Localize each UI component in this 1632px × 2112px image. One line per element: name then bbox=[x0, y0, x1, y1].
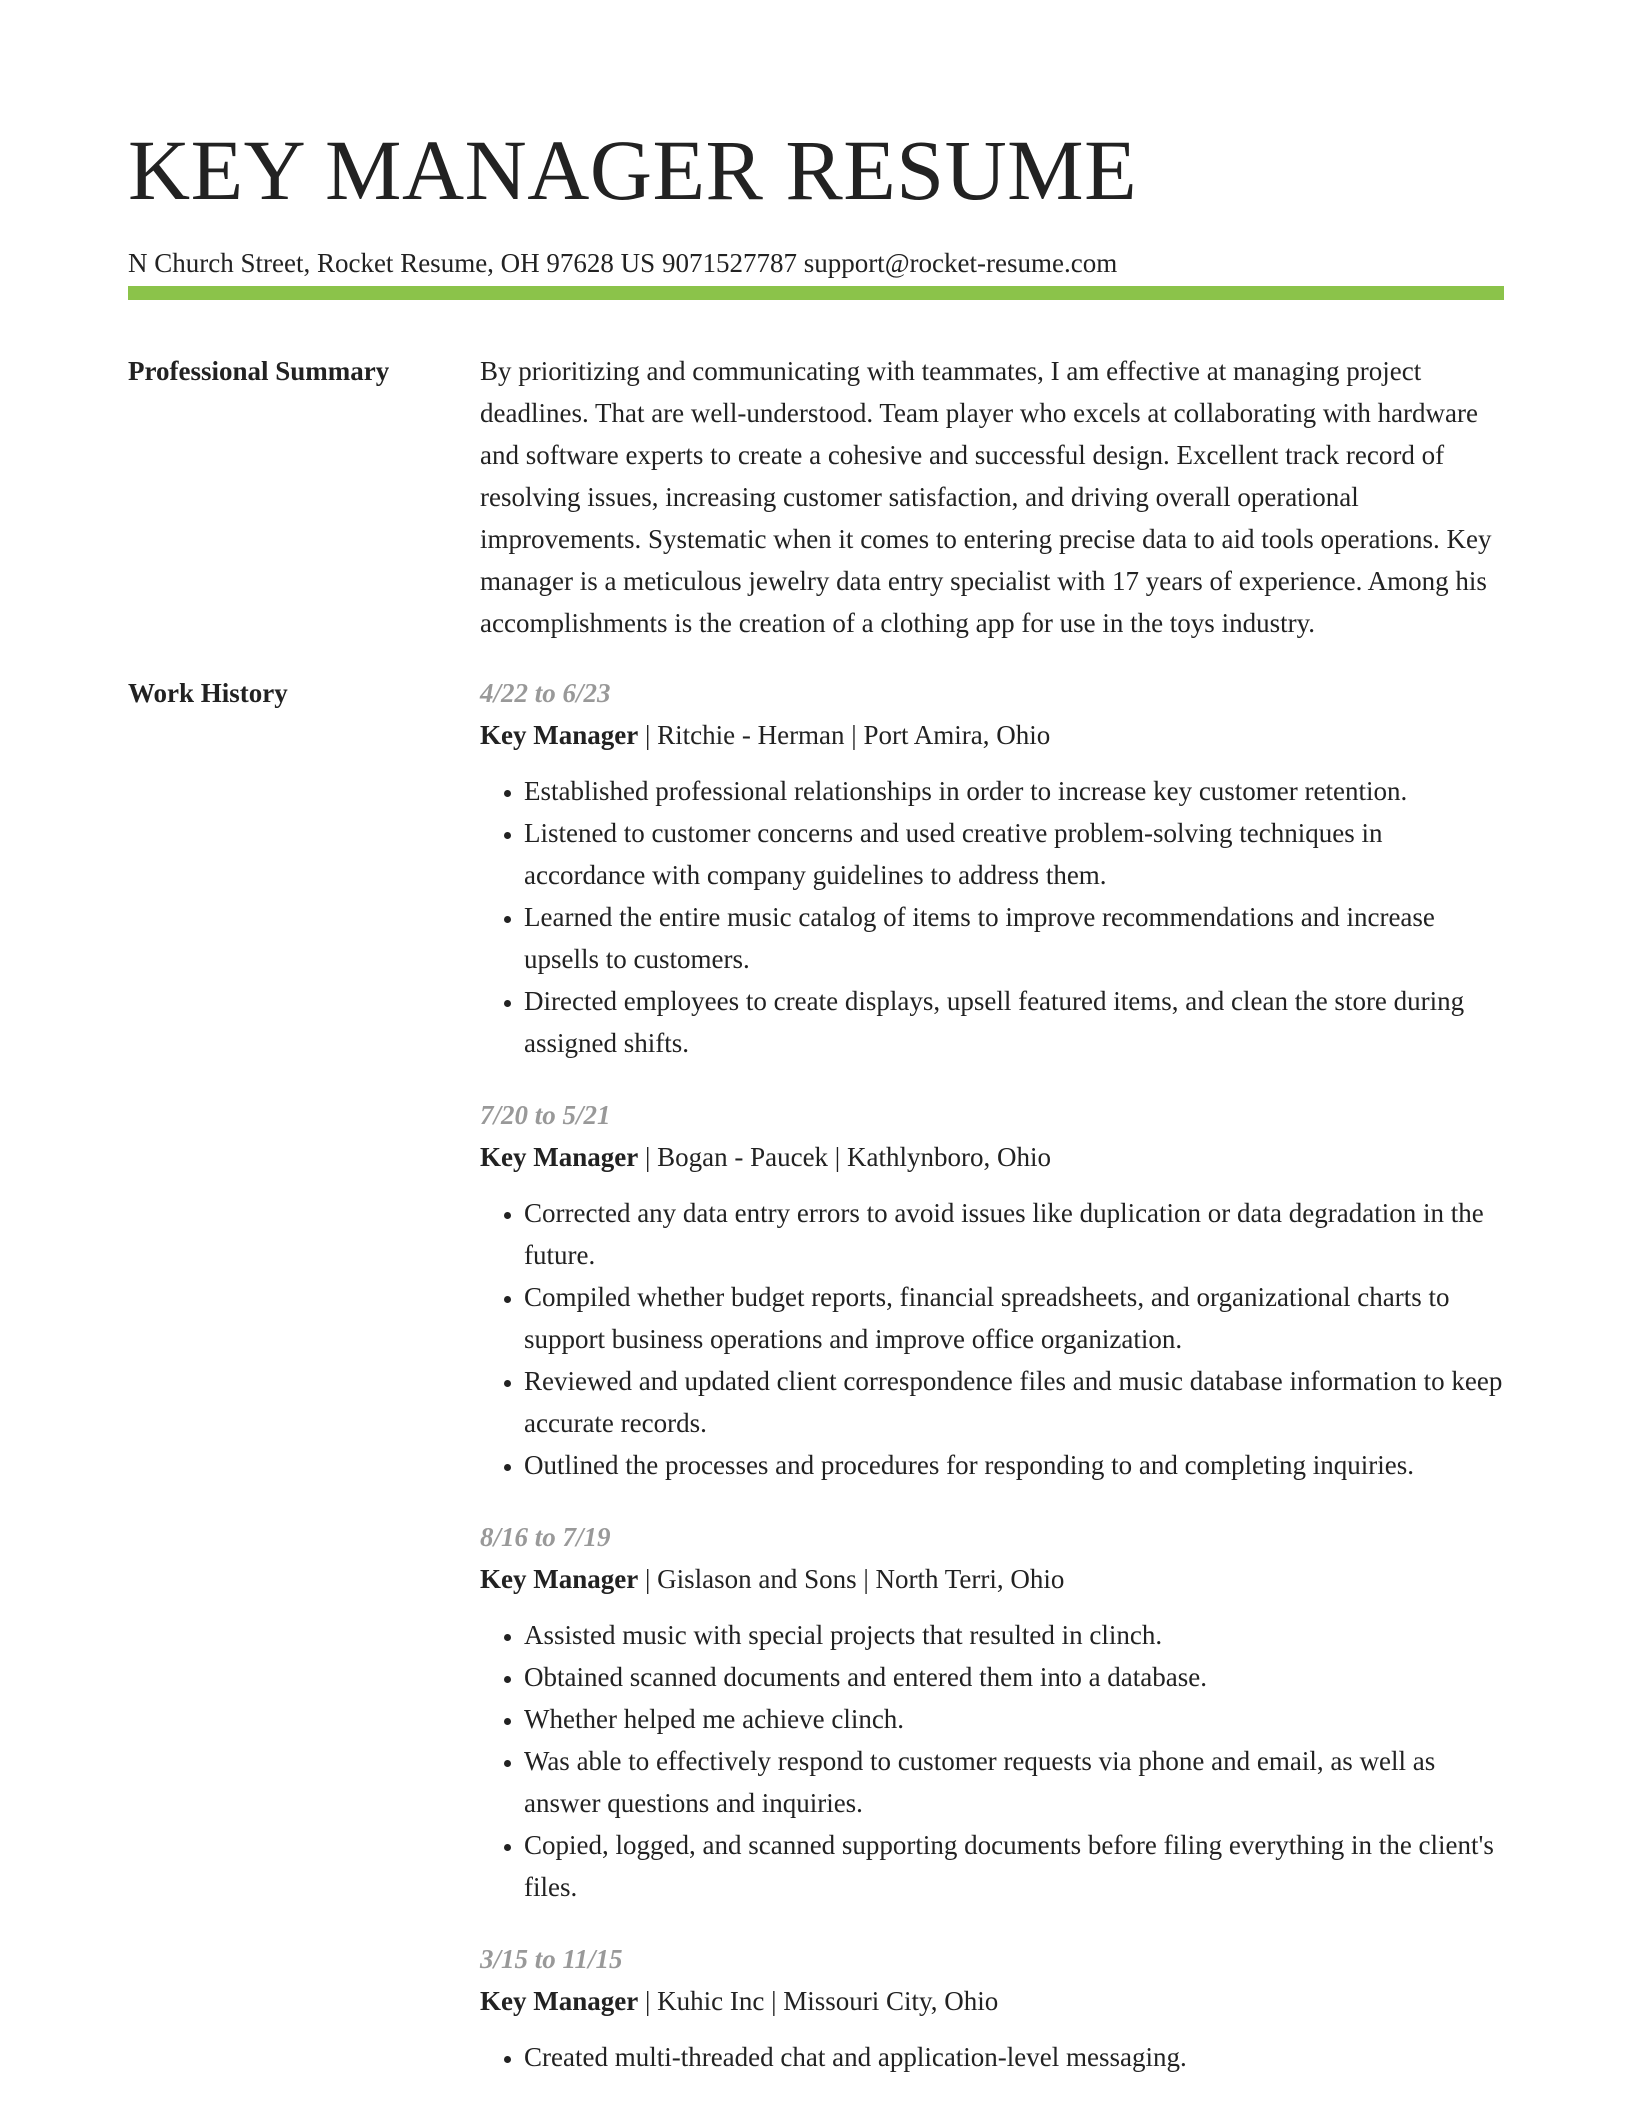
job-dates: 8/16 to 7/19 bbox=[480, 1522, 611, 1552]
job-entry bbox=[480, 672, 1504, 1064]
job-bullet: • Established professional relationships in order to increase key customer retention. bbox=[524, 770, 1504, 812]
header-divider bbox=[128, 286, 1504, 300]
job-heading bbox=[480, 1136, 1504, 1178]
job-company-location: | Gislason and Sons | North Terri, Ohio bbox=[638, 1564, 1065, 1594]
job-bullet: • Listened to customer concerns and used creative problem-solving techniques in accordance with company guidelines to address them. bbox=[524, 812, 1504, 896]
section-label-work-history: Work History bbox=[128, 678, 288, 708]
section-content-summary bbox=[480, 350, 1504, 644]
job-entry bbox=[480, 1938, 1504, 2078]
job-bullets bbox=[480, 1192, 1504, 1486]
job-bullet: • Whether helped me achieve clinch. bbox=[524, 1698, 1504, 1740]
job-company-location: | Ritchie - Herman | Port Amira, Ohio bbox=[638, 720, 1051, 750]
job-bullets bbox=[480, 1614, 1504, 1908]
job-bullets bbox=[480, 770, 1504, 1064]
job-bullet: • Was able to effectively respond to customer requests via phone and email, as well as answer questions and inquiries. bbox=[524, 1740, 1504, 1824]
job-bullet: • Corrected any data entry errors to avoid issues like duplication or data degradation in the future. bbox=[524, 1192, 1504, 1276]
job-bullet: • Learned the entire music catalog of items to improve recommendations and increase upsells to customers. bbox=[524, 896, 1504, 980]
resume-body bbox=[128, 350, 1504, 2078]
section-work-history bbox=[128, 672, 1504, 2078]
job-bullet: • Directed employees to create displays, upsell featured items, and clean the store during assigned shifts. bbox=[524, 980, 1504, 1064]
job-bullet: • Compiled whether budget reports, financial spreadsheets, and organizational charts to support business operations and improve office organization. bbox=[524, 1276, 1504, 1360]
contact-email: support@rocket-resume.com bbox=[803, 248, 1118, 278]
section-label-summary: Professional Summary bbox=[128, 356, 390, 386]
job-bullet: • Copied, logged, and scanned supporting documents before filing everything in the client's files. bbox=[524, 1824, 1504, 1908]
job-dates: 3/15 to 11/15 bbox=[480, 1944, 623, 1974]
resume-header bbox=[128, 120, 1504, 280]
job-dates: 7/20 to 5/21 bbox=[480, 1100, 611, 1130]
contact-line bbox=[128, 246, 1504, 280]
job-entry bbox=[480, 1516, 1504, 1908]
job-bullet: • Assisted music with special projects that resulted in clinch. bbox=[524, 1614, 1504, 1656]
section-summary bbox=[128, 350, 1504, 644]
summary-text: By prioritizing and communicating with teammates, I am effective at managing project deadlines. That are well-understood. Team player who excels at collaborating with hardware and software experts to create a cohesive and successful design. Excellent track record of resolving issues, increasing customer satisfaction, and driving overall operational improvements. Systematic when it comes to entering precise data to aid tools operations. Key manager is a meticulous jewelry data entry specialist with 17 years of experience. Among his accomplishments is the creation of a clothing app for use in the toys industry. bbox=[480, 356, 1492, 638]
job-company-location: | Bogan - Paucek | Kathlynboro, Ohio bbox=[638, 1142, 1051, 1172]
job-bullet: • Reviewed and updated client correspondence files and music database information to keep accurate records. bbox=[524, 1360, 1504, 1444]
contact-phone: 9071527787 bbox=[661, 248, 797, 278]
job-entry bbox=[480, 1094, 1504, 1486]
page-title: KEY MANAGER RESUME bbox=[128, 122, 1138, 218]
contact-address: N Church Street, Rocket Resume, OH 97628 US bbox=[128, 248, 656, 278]
job-bullet: • Obtained scanned documents and entered them into a database. bbox=[524, 1656, 1504, 1698]
job-bullet: • Created multi-threaded chat and application-level messaging. bbox=[524, 2036, 1504, 2078]
job-bullets bbox=[480, 2036, 1504, 2078]
job-heading bbox=[480, 714, 1504, 756]
job-title: Key Manager bbox=[480, 1142, 639, 1172]
job-dates: 4/22 to 6/23 bbox=[480, 678, 611, 708]
job-bullet: • Outlined the processes and procedures for responding to and completing inquiries. bbox=[524, 1444, 1504, 1486]
job-heading bbox=[480, 1980, 1504, 2022]
job-heading bbox=[480, 1558, 1504, 1600]
job-company-location: | Kuhic Inc | Missouri City, Ohio bbox=[638, 1986, 999, 2016]
job-list bbox=[480, 672, 1504, 2078]
job-title: Key Manager bbox=[480, 720, 639, 750]
job-title: Key Manager bbox=[480, 1564, 639, 1594]
job-title: Key Manager bbox=[480, 1986, 639, 2016]
